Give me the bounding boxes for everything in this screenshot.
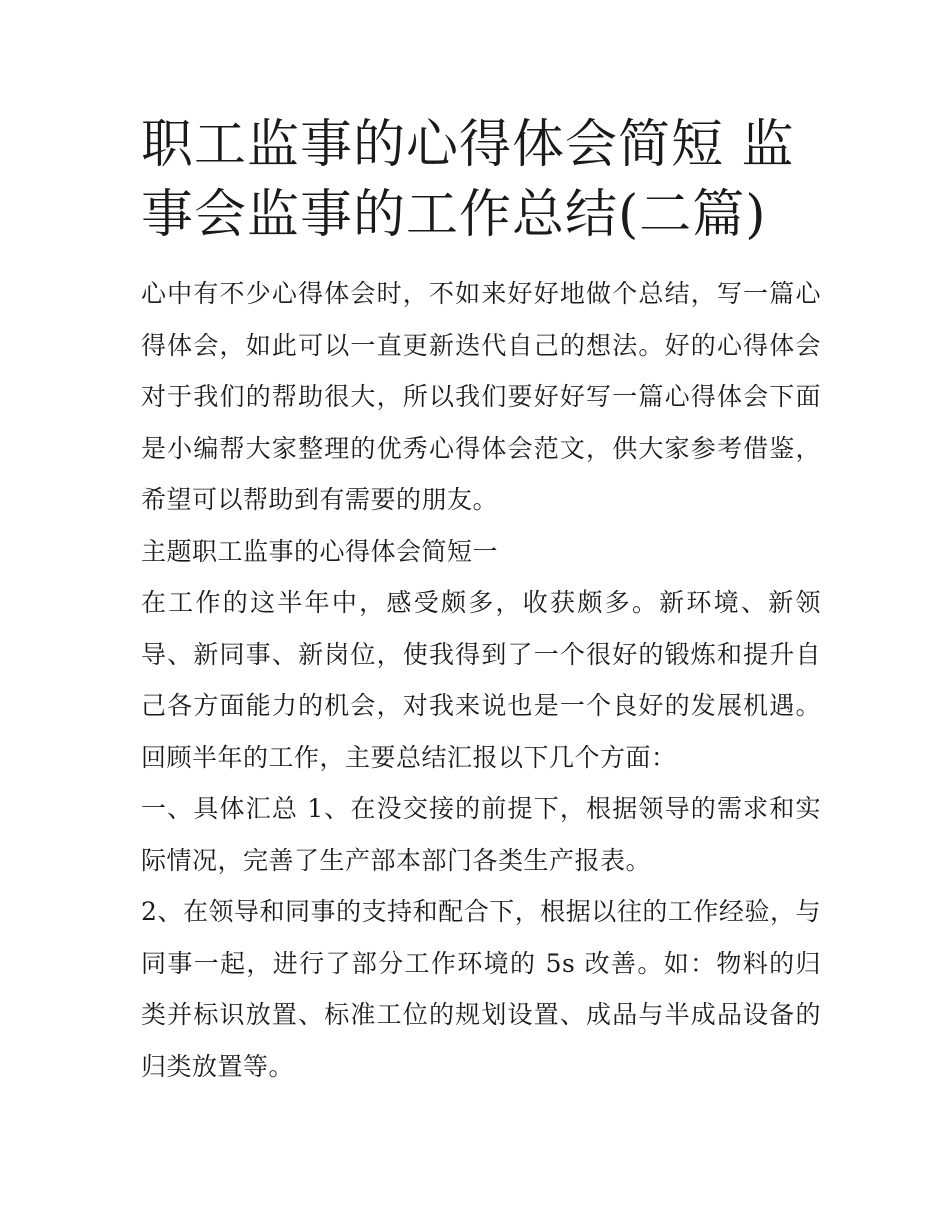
intro-paragraph: 心中有不少心得体会时，不如来好好地做个总结，写一篇心得体会，如此可以一直更新迭代自己的想法。好的心得体会对于我们的帮助很大，所以我们要好好写一篇心得体会下面是小编帮大家整理的优秀心得体会范文，供大家参考借鉴，希望可以帮助到有需要的朋友。 <box>141 279 821 514</box>
body-paragraph: 在工作的这半年中，感受颇多，收获颇多。新环境、新领导、新同事、新岗位，使我得到了一个很好的锻炼和提升自己各方面能力的机会，对我来说也是一个良好的发展机遇。回顾半年的工作，主要总结汇报以下几个方面： <box>141 588 821 772</box>
document-page <box>141 110 821 1092</box>
body-paragraph: 2、在领导和同事的支持和配合下，根据以往的工作经验，与同事一起，进行了部分工作环境的 5s 改善。如：物料的归类并标识放置、标准工位的规划设置、成品与半成品设备的归类放置等。 <box>141 897 821 1081</box>
body-paragraph: 一、具体汇总 1、在没交接的前提下，根据领导的需求和实际情况，完善了生产部本部门各类生产报表。 <box>141 794 821 875</box>
document-title: 职工监事的心得体会简短 监事会监事的工作总结(二篇) <box>141 115 795 245</box>
section-heading: 主题职工监事的心得体会简短一 <box>141 536 499 566</box>
